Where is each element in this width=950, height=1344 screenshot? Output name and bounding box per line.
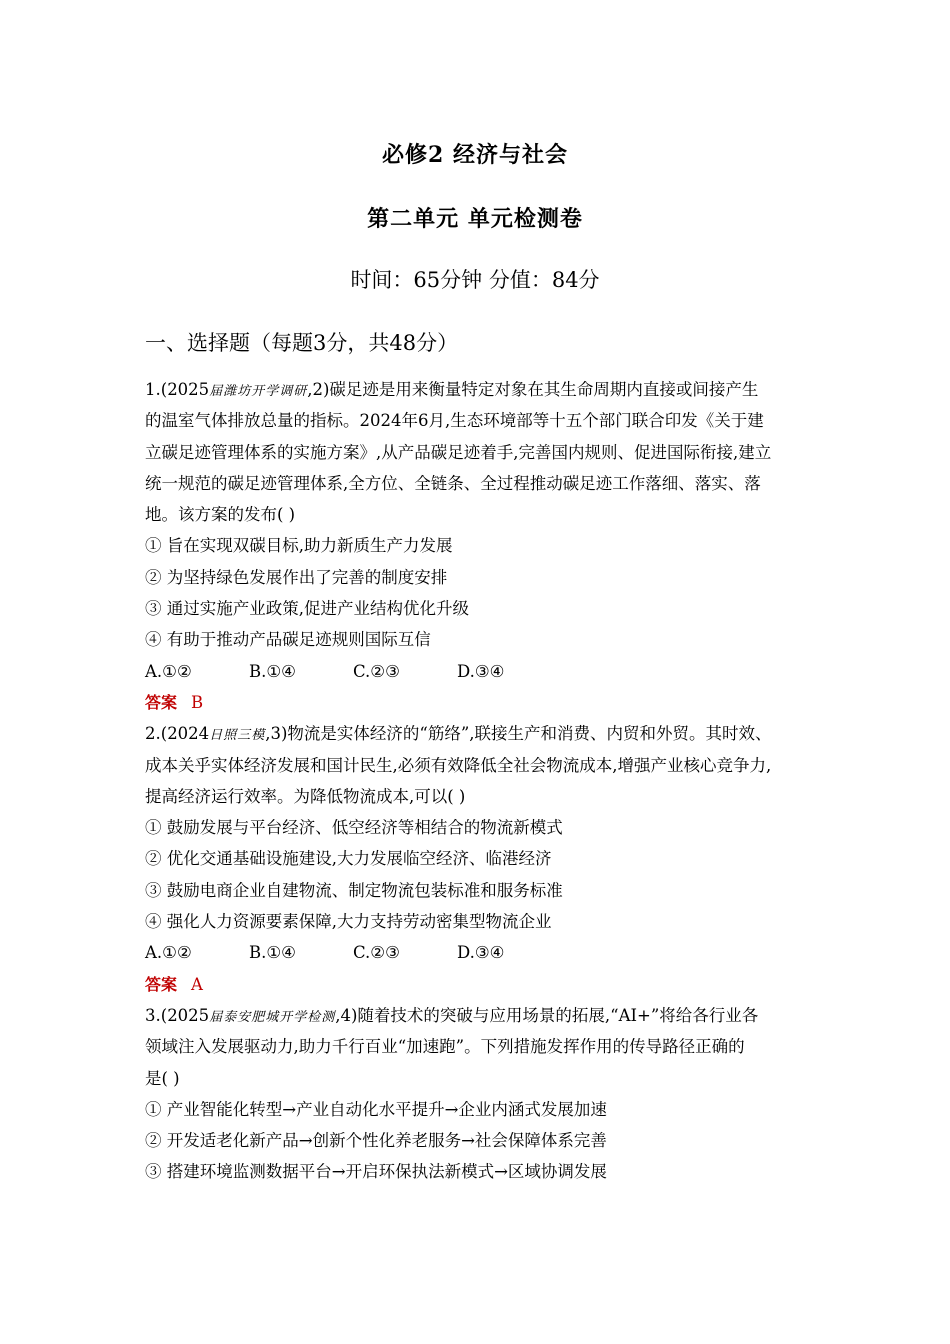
question-score: ,3) <box>265 724 288 744</box>
question-year: 2024 <box>167 724 210 744</box>
question-stem-text: 碳足迹是用来衡量特定对象在其生命周期内直接或间接产生 <box>329 380 759 399</box>
question-2 <box>145 718 825 1000</box>
question-stem-line: 的温室气体排放总量的指标。2024年6月,生态环境部等十五个部门联合印发《关于建 <box>145 411 764 431</box>
question-stem-line <box>145 1000 825 1031</box>
question-1 <box>145 374 825 718</box>
choice-c: C.②③ <box>353 943 400 963</box>
question-source: 届泰安肥城开学检测 <box>209 1009 336 1025</box>
answer-line <box>145 687 825 718</box>
choice-b: B.①④ <box>249 943 296 963</box>
question-number: 3.( <box>145 1005 168 1025</box>
answer-value: A <box>191 974 203 994</box>
section-heading: 一、选择题（每题3分，共48分） <box>145 331 459 355</box>
exam-info: 时间：65分钟 分值：84分 <box>350 268 600 292</box>
choice-a: A.①② <box>145 943 192 963</box>
question-number: 1.( <box>145 380 168 399</box>
answer-line <box>145 969 825 1000</box>
question-stem-text: 随着技术的突破与应用场景的拓展,“AI+”将给各行业各 <box>357 1005 759 1025</box>
answer-value: B <box>191 692 204 712</box>
option-item: ① 旨在实现双碳目标,助力新质生产力发展 <box>145 536 453 556</box>
option-item: ② 优化交通基础设施建设,大力发展临空经济、临港经济 <box>145 849 552 869</box>
option-item: ④ 有助于推动产品碳足迹规则国际互信 <box>145 630 431 650</box>
question-source: 届潍坊开学调研 <box>209 384 308 399</box>
question-score: ,4) <box>335 1005 358 1025</box>
option-item: ④ 强化人力资源要素保障,大力支持劳动密集型物流企业 <box>145 912 552 932</box>
question-stem-line: 提高经济运行效率。为降低物流成本,可以( ) <box>145 786 466 806</box>
choice-c: C.②③ <box>353 661 400 681</box>
option-item: ③ 搭建环境监测数据平台→开启环保执法新模式→区域协调发展 <box>145 1162 607 1182</box>
option-item: ③ 鼓励电商企业自建物流、制定物流包装标准和服务标准 <box>145 880 563 900</box>
answer-label: 答案 <box>145 692 178 712</box>
question-stem-line: 统一规范的碳足迹管理体系,全方位、全链条、全过程推动碳足迹工作落细、落实、落 <box>145 473 761 493</box>
option-item: ① 产业智能化转型→产业自动化水平提升→企业内涵式发展加速 <box>145 1099 607 1119</box>
question-number: 2.( <box>145 724 168 744</box>
question-stem-text: 物流是实体经济的“筋络”,联接生产和消费、内贸和外贸。其时效、 <box>287 724 772 744</box>
question-year: 2025 <box>167 380 210 399</box>
unit-title: 第二单元 单元检测卷 <box>367 206 583 232</box>
answer-label: 答案 <box>145 974 178 994</box>
question-stem-line: 领域注入发展驱动力,助力千行百业“加速跑”。下列措施发挥作用的传导路径正确的 <box>145 1037 745 1057</box>
answer-choices <box>145 937 825 968</box>
choice-d: D.③④ <box>457 943 505 963</box>
choice-b: B.①④ <box>249 661 296 681</box>
question-3 <box>145 1000 825 1188</box>
question-stem-line <box>145 374 825 405</box>
question-stem-line: 立碳足迹管理体系的实施方案》,从产品碳足迹着手,完善国内规则、促进国际衔接,建立 <box>145 442 772 462</box>
question-year: 2025 <box>167 1005 210 1025</box>
question-stem-line <box>145 718 825 749</box>
option-item: ② 为坚持绿色发展作出了完善的制度安排 <box>145 567 448 587</box>
option-item: ③ 通过实施产业政策,促进产业结构优化升级 <box>145 599 469 619</box>
choice-a: A.①② <box>145 661 192 681</box>
question-score: ,2) <box>307 380 330 399</box>
answer-choices <box>145 656 825 687</box>
questions-content <box>145 374 825 1188</box>
question-stem-line: 成本关乎实体经济发展和国计民生,必须有效降低全社会物流成本,增强产业核心竞争力, <box>145 755 772 775</box>
question-stem-line: 是( ) <box>145 1068 180 1088</box>
question-source: 日照三模 <box>209 728 266 744</box>
option-item: ② 开发适老化新产品→创新个性化养老服务→社会保障体系完善 <box>145 1131 607 1151</box>
document-title: 必修2 经济与社会 <box>382 142 568 168</box>
option-item: ① 鼓励发展与平台经济、低空经济等相结合的物流新模式 <box>145 818 563 838</box>
question-stem-line: 地。该方案的发布( ) <box>145 505 296 525</box>
choice-d: D.③④ <box>457 661 505 681</box>
